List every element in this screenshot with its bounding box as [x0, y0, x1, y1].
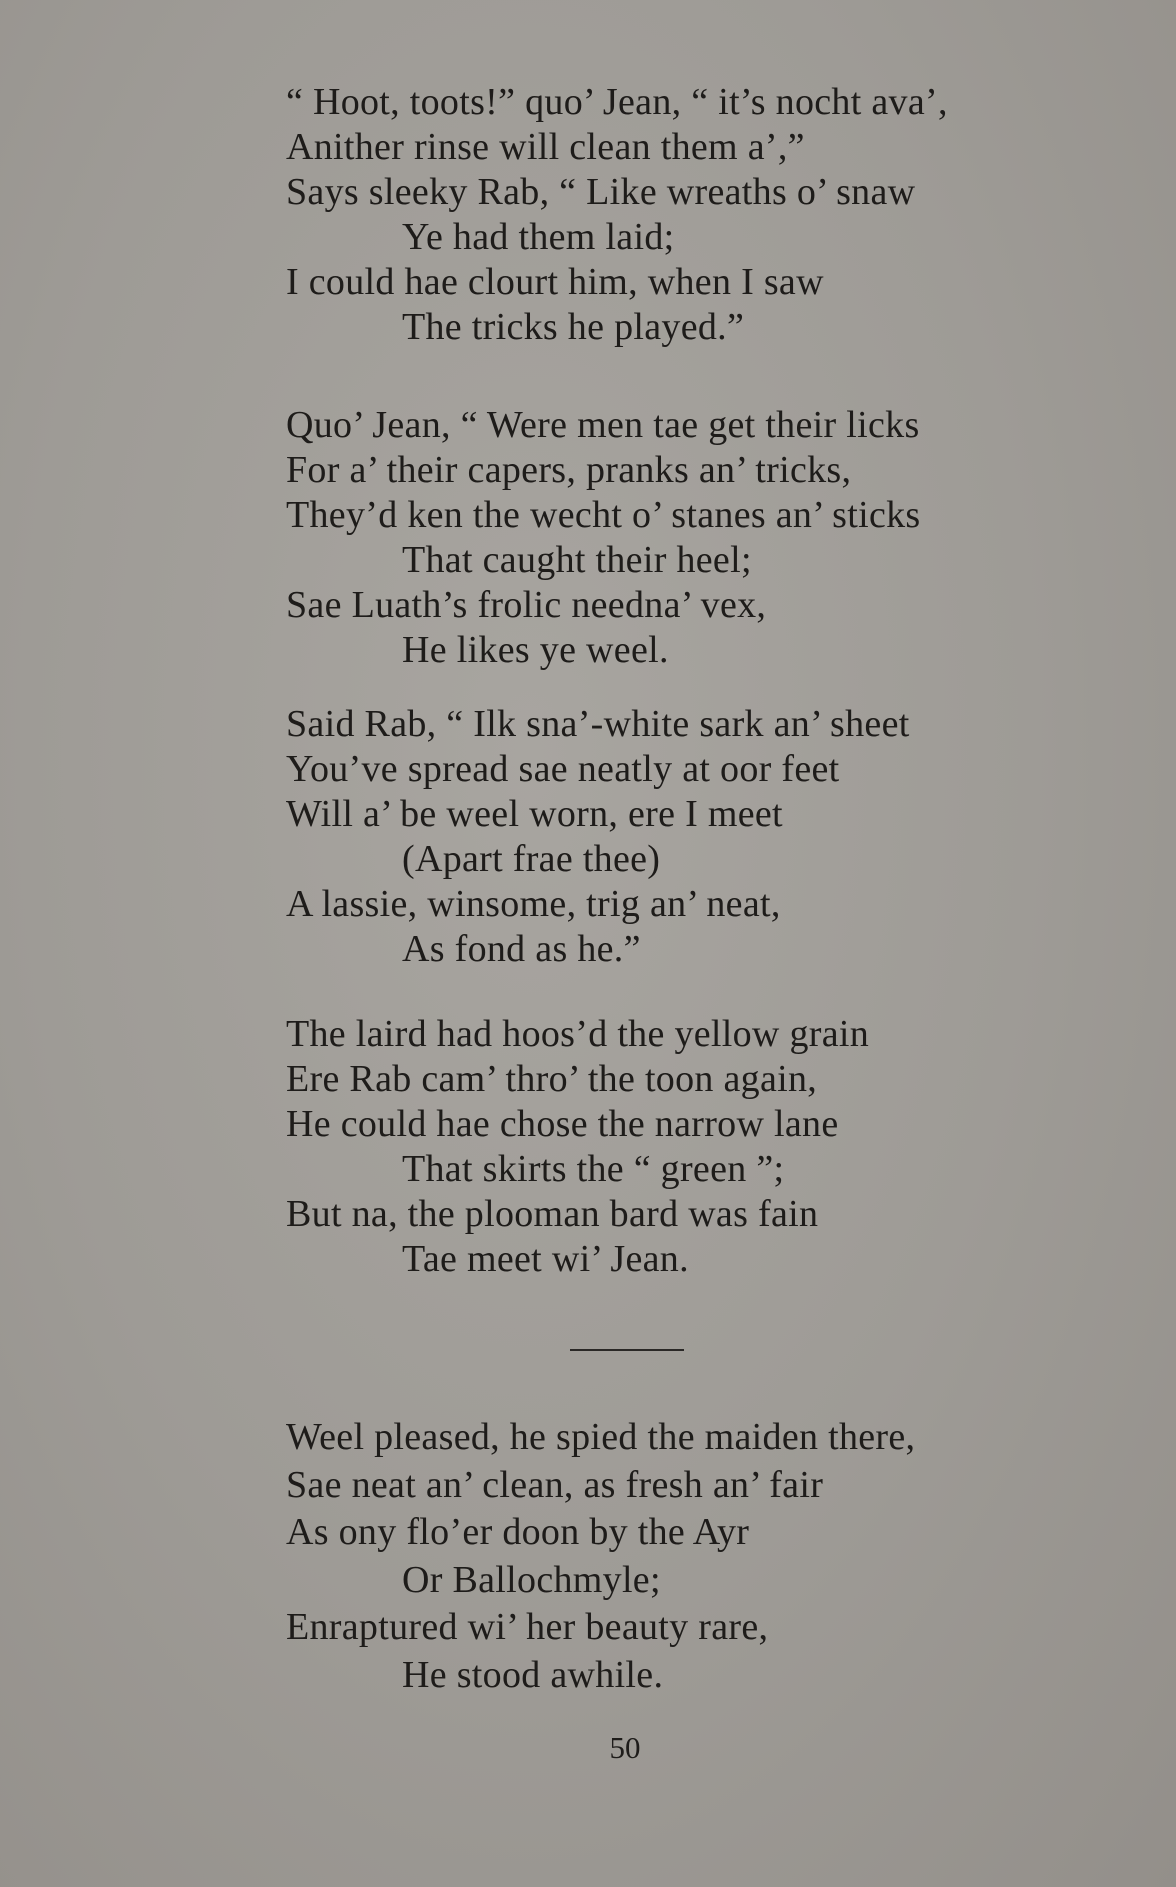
poem-line: He could hae chose the narrow lane — [286, 1103, 839, 1145]
poem-line: Said Rab, “ Ilk sna’-white sark an’ sheet — [286, 703, 910, 745]
poem-line-indented: He stood awhile. — [402, 1653, 664, 1696]
poem-line-indented: (Apart frae thee) — [402, 838, 661, 880]
poem-line-indented: The tricks he played.” — [402, 306, 745, 348]
poem-line: You’ve spread sae neatly at oor feet — [286, 748, 840, 790]
stanza — [286, 80, 1046, 350]
stanza — [286, 702, 1046, 972]
poem-line: A lassie, winsome, trig an’ neat, — [286, 883, 781, 925]
poem-line: Sae Luath’s frolic needna’ vex, — [286, 584, 767, 626]
poem-line-indented: That caught their heel; — [402, 539, 752, 581]
poem-line: Says sleeky Rab, “ Like wreaths o’ snaw — [286, 171, 916, 213]
stanza — [286, 1012, 1046, 1282]
poem-line-indented: Tae meet wi’ Jean. — [402, 1238, 689, 1280]
poem-line-indented: Ye had them laid; — [402, 216, 675, 258]
poem-line-indented: Or Ballochmyle; — [402, 1558, 661, 1601]
poem-line: Ere Rab cam’ thro’ the toon again, — [286, 1058, 818, 1100]
poem-line-indented: He likes ye weel. — [402, 629, 669, 671]
poem-line-indented: As fond as he.” — [402, 928, 641, 970]
poem-line: Weel pleased, he spied the maiden there, — [286, 1416, 916, 1458]
poem-line: “ Hoot, toots!” quo’ Jean, “ it’s nocht ava’, — [286, 81, 948, 123]
poem-line: The laird had hoos’d the yellow grain — [286, 1013, 870, 1055]
poem-line: I could hae clourt him, when I saw — [286, 261, 824, 303]
poem-line: Quo’ Jean, “ Were men tae get their licks — [286, 404, 920, 446]
poem-line-indented: That skirts the “ green ”; — [402, 1148, 785, 1190]
poem-line: Enraptured wi’ her beauty rare, — [286, 1606, 769, 1648]
poem-line: But na, the plooman bard was fain — [286, 1193, 819, 1235]
poem-line: For a’ their capers, pranks an’ tricks, — [286, 449, 852, 491]
poem-line: As ony flo’er doon by the Ayr — [286, 1511, 750, 1553]
stanza — [286, 1414, 1046, 1699]
poem-line: Anither rinse will clean them a’,” — [286, 126, 805, 168]
stanza — [286, 403, 1046, 673]
poem-line: They’d ken the wecht o’ stanes an’ sticks — [286, 494, 921, 536]
poem-line: Sae neat an’ clean, as fresh an’ fair — [286, 1463, 824, 1506]
page-number: 50 — [609, 1730, 641, 1765]
section-divider — [570, 1349, 684, 1351]
poem-line: Will a’ be weel worn, ere I meet — [286, 793, 783, 835]
